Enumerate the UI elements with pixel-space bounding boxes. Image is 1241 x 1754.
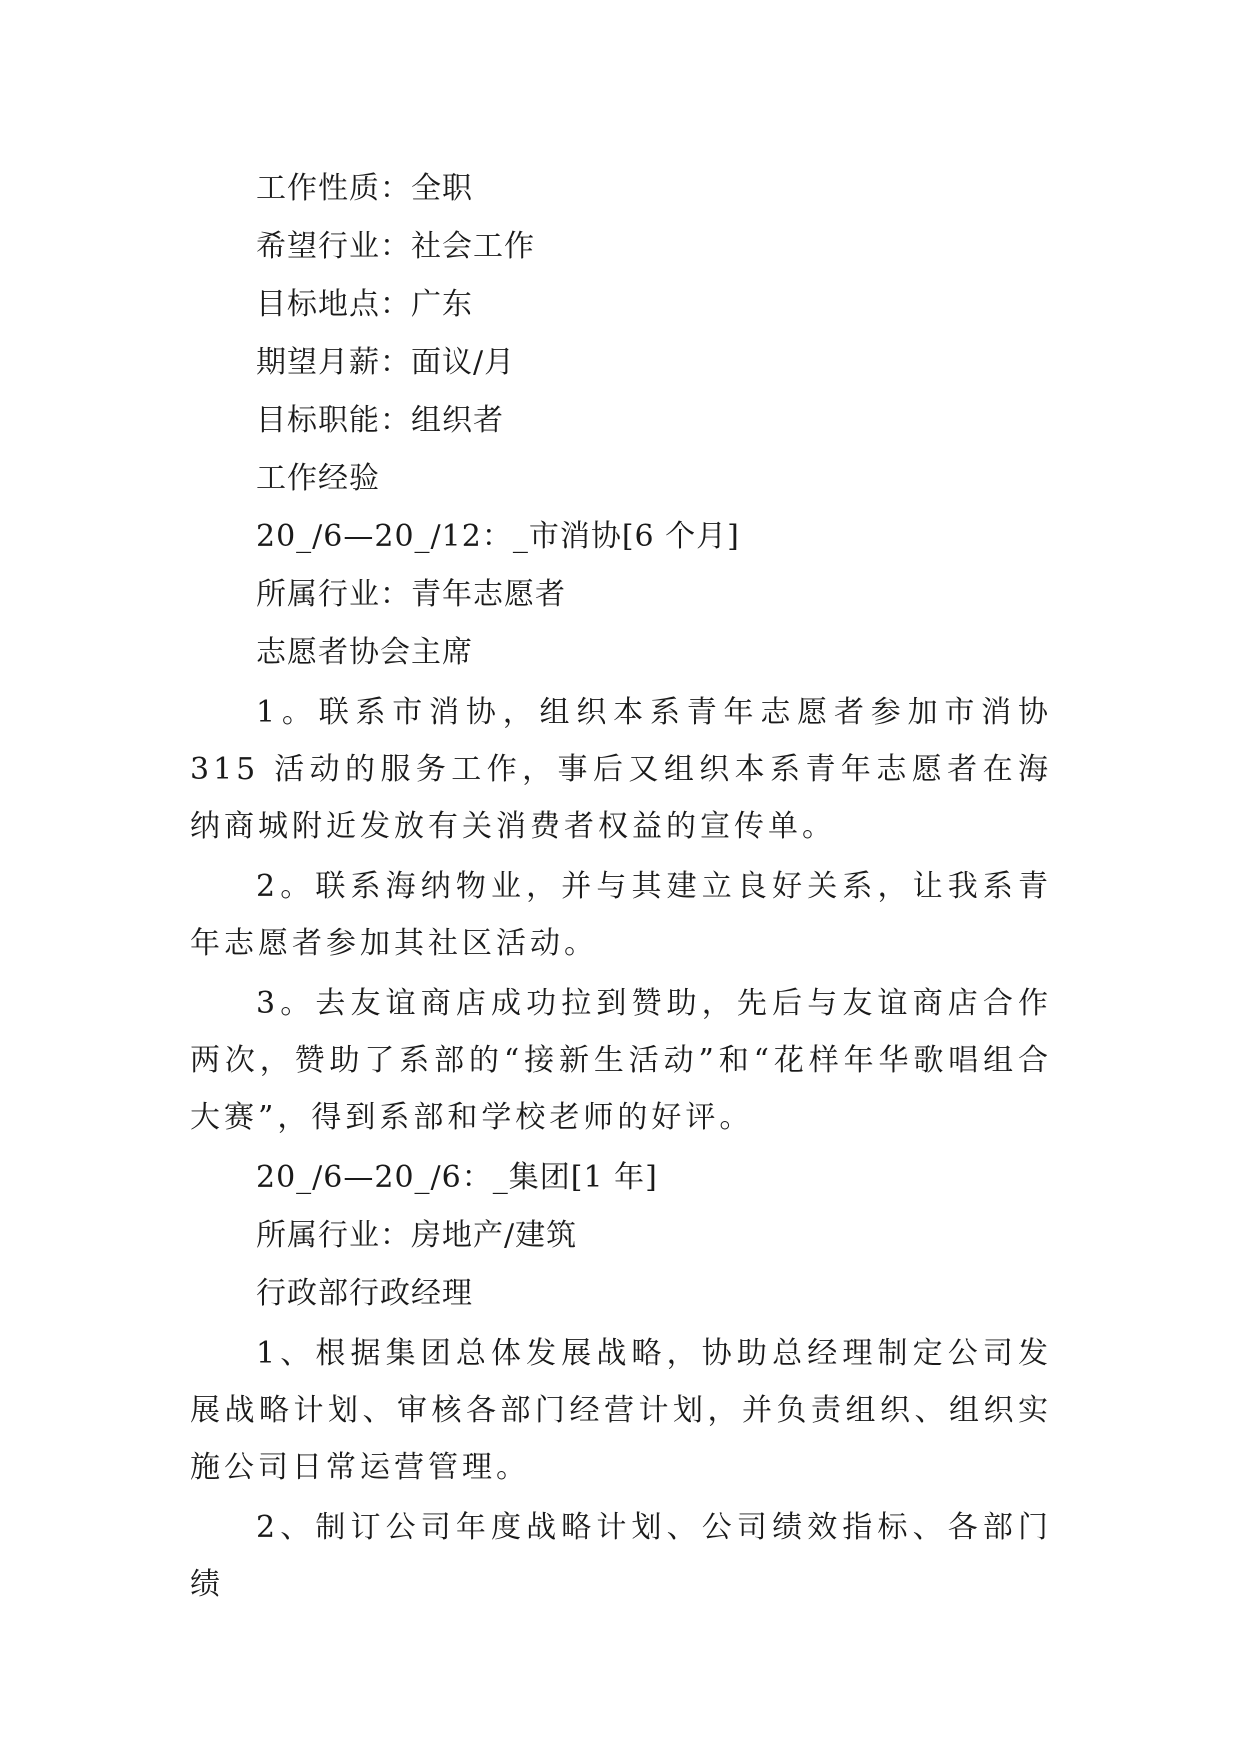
experience-1-period: 20_/6—20_/12：_市消协[6 个月]: [256, 519, 740, 554]
target-location: 目标地点：广东: [256, 287, 473, 322]
experience-1-item-3: 3。去友谊商店成功拉到赞助，先后与友谊商店合作两次，赞助了系部的“接新生活动”和“花样年华歌唱组合大赛”，得到系部和学校老师的好评。: [190, 986, 1052, 1135]
job-nature: 工作性质：全职: [256, 171, 473, 206]
experience-2-industry: 所属行业：房地产/建筑: [256, 1218, 578, 1253]
experience-2-period: 20_/6—20_/6：_集团[1 年]: [256, 1160, 658, 1195]
experience-2-position: 行政部行政经理: [256, 1276, 473, 1311]
document-page: [190, 160, 1052, 1616]
experience-1-position: 志愿者协会主席: [256, 635, 473, 670]
experience-1-item-2: 2。联系海纳物业，并与其建立良好关系，让我系青年志愿者参加其社区活动。: [190, 869, 1052, 961]
experience-1-item-1: 1。联系市消协，组织本系青年志愿者参加市消协 315 活动的服务工作，事后又组织本系青年志愿者在海纳商城附近发放有关消费者权益的宣传单。: [190, 695, 1052, 844]
experience-1-industry: 所属行业：青年志愿者: [256, 577, 566, 612]
section-heading-experience: 工作经验: [256, 461, 380, 496]
experience-2-item-2: 2、制订公司年度战略计划、公司绩效指标、各部门绩: [190, 1510, 1052, 1602]
expected-salary: 期望月薪：面议/月: [256, 345, 516, 380]
experience-2-item-1: 1、根据集团总体发展战略，协助总经理制定公司发展战略计划、审核各部门经营计划，并负责组织、组织实施公司日常运营管理。: [190, 1336, 1052, 1485]
target-function: 目标职能：组织者: [256, 403, 504, 438]
desired-industry: 希望行业：社会工作: [256, 229, 535, 264]
